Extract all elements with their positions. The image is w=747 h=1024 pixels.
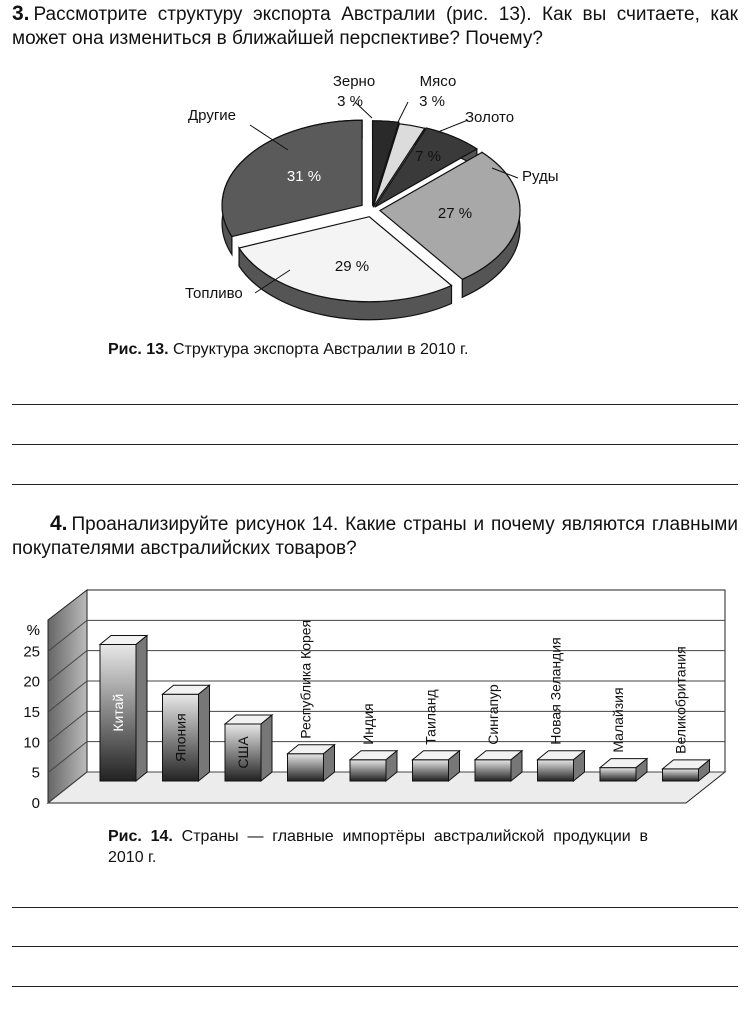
task-3-text: Рассмотрите структуру экспорта Австралии (рис. 13). Как вы считаете, как может она измениться в ближайшей перспективе? Почему? (12, 4, 738, 49)
category-label: Таиланд (422, 689, 439, 745)
task-3-number: 3. (12, 2, 30, 25)
bar (288, 754, 324, 781)
pie-label-other: Другие (188, 107, 237, 124)
task-4-number: 4. (50, 512, 68, 535)
figure-14-caption-text: Страны — главные импортёры австралийской продукции в 2010 г. (108, 828, 648, 866)
pie-value-grain: 3 % (337, 93, 363, 110)
answer-line[interactable] (12, 907, 738, 908)
task-3 (12, 2, 738, 51)
category-label: Япония (172, 713, 189, 762)
answer-line[interactable] (12, 404, 738, 405)
y-tick-label: 5 (31, 764, 40, 782)
pie-chart (0, 60, 747, 340)
category-label: Великобритания (672, 646, 689, 754)
y-tick-label: 0 (31, 795, 40, 812)
pie-value-fuel: 29 % (334, 258, 370, 275)
bar-side (136, 636, 147, 782)
category-label: Малайзия (610, 687, 626, 753)
category-label: Республика Корея (297, 619, 314, 739)
bar-side (199, 685, 210, 781)
bar (350, 760, 386, 781)
answer-line[interactable] (12, 484, 738, 485)
category-label: Китай (110, 693, 126, 732)
answer-line[interactable] (12, 946, 738, 947)
pie-value-gold: 7 % (415, 148, 441, 165)
bar-chart (0, 575, 747, 820)
bar (475, 760, 511, 781)
bar-side (261, 715, 272, 781)
pie-value-ores: 27 % (437, 205, 473, 222)
task-4-text: Проанализируйте рисунок 14. Какие страны и почему являются главными покупателями австралийских товаров? (12, 514, 738, 559)
pie-value-meat: 3 % (419, 93, 445, 110)
bar (600, 768, 636, 781)
y-tick-label: 25 (23, 643, 40, 661)
y-tick-label: 20 (23, 673, 40, 691)
figure-13-caption-label: Рис. 13. (108, 341, 169, 358)
category-label: Новая Зеландия (547, 637, 564, 745)
bar (413, 760, 449, 781)
figure-13-caption (108, 340, 468, 360)
pie-label-meat: Мясо (419, 73, 457, 90)
y-tick-label: 15 (23, 704, 40, 721)
figure-13-caption-text: Структура экспорта Австралии в 2010 г. (173, 341, 469, 358)
bar (538, 760, 574, 781)
figure-14-caption-label: Рис. 14. (108, 828, 173, 845)
category-label: Сингапур (485, 684, 501, 745)
y-tick-label: 10 (23, 734, 40, 752)
answer-line[interactable] (12, 986, 738, 987)
pie-label-ores: Руды (522, 168, 559, 185)
figure-14-caption (108, 826, 648, 868)
pie-label-grain: Зерно (332, 73, 376, 90)
pie-label-fuel: Топливо (185, 285, 243, 302)
pie-label-gold: Золото (465, 109, 515, 126)
answer-line[interactable] (12, 444, 738, 445)
task-4 (12, 512, 738, 561)
bar (663, 769, 699, 781)
y-axis-label: % (26, 622, 40, 639)
category-label: Индия (360, 703, 376, 745)
pie-value-other: 31 % (286, 168, 322, 185)
category-label: США (235, 736, 251, 769)
